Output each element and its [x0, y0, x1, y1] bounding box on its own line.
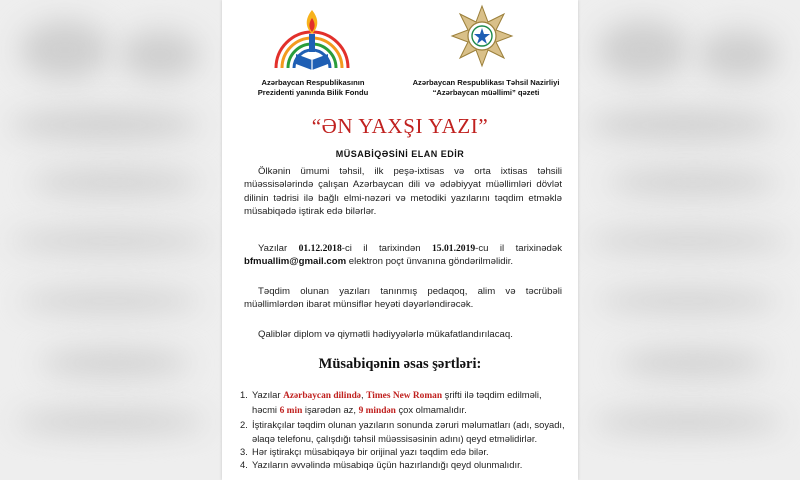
left-organization-caption — [238, 78, 388, 97]
dates-text-pre: Yazılar — [258, 243, 299, 254]
torch-book-logo-icon — [270, 4, 354, 72]
conditions-heading: Müsabiqənin əsas şərtləri: — [318, 356, 482, 372]
end-date: 15.01.2019 — [432, 243, 476, 254]
list-item — [240, 445, 566, 458]
min-length-highlight: 6 min — [279, 406, 303, 417]
right-organization-caption — [400, 78, 572, 97]
list-item-number: 3. — [240, 445, 248, 457]
paragraph-prizes: Qaliblər diplom və qiymətli hədiyyələrlə mükafatlandırılacaq. — [258, 329, 513, 340]
font-highlight: Times New Roman — [366, 391, 443, 401]
dates-text-post: elektron poçt ünvanına göndərilməlidir. — [346, 256, 514, 268]
dates-text-mid1: -ci il tarixindən — [341, 243, 432, 254]
contest-title: “ƏN YAXŞI YAZI” — [311, 114, 489, 138]
condition-text: şrifti ilə təqdim edilməli, həcmi — [252, 389, 542, 416]
right-org-line1: Azərbaycan Respublikası Təhsil Nazirliyi — [412, 78, 560, 87]
ministry-emblem-icon — [450, 4, 514, 68]
paragraph-jury: Təqdim olunan yazıları tanınmış pedaqoq, alim və təcrübəli müəllimlərdən ibarət münsiflər heyəti dəyərləndirəcək. — [244, 286, 562, 311]
submission-email-link[interactable]: bfmuallim@gmail.com — [244, 256, 347, 268]
announcement-page — [222, 0, 578, 480]
condition-text: Yazılar — [252, 389, 284, 400]
contest-subtitle: MÜSABİQƏSİNİ ELAN EDİR — [335, 149, 465, 159]
conditions-list — [240, 388, 566, 471]
left-org-line2: Prezidenti yanında Bilik Fondu — [257, 87, 369, 97]
background-right — [578, 0, 800, 480]
list-item-number: 1. — [240, 389, 248, 400]
paragraph-eligibility: Ölkənin ümumi təhsil, ilk peşə-ixtisas və orta ixtisas təhsili müəssisələrində çalışan Azərbaycan dili və ədəbiyyat müəllimləri dövlət dilinin tədrisi ilə bağlı elmi-nəzəri və metodiki yazılarını təqdim etməklə müsabiqədə iştirak edə bilərlər. — [244, 166, 562, 218]
condition-text: Yazıların əvvəlində müsabiqə üçün hazırlandığı qeyd olunmalıdır. — [252, 459, 523, 471]
list-item — [240, 418, 566, 444]
condition-text: işarədən az, — [302, 404, 359, 416]
condition-text: , — [360, 389, 367, 400]
start-date: 01.12.2018 — [298, 243, 342, 254]
condition-text: Hər iştirakçı müsabiqəyə bir orijinal yazı təqdim edə bilər. — [252, 445, 489, 457]
header-logos — [222, 0, 578, 108]
paragraph-dates — [244, 242, 562, 269]
left-org-line1: Azərbaycan Respublikasının — [261, 78, 365, 87]
language-highlight: Azərbaycan dilində — [283, 391, 361, 401]
condition-text: çox olmamalıdır. — [395, 404, 467, 416]
list-item-number: 4. — [240, 459, 248, 471]
condition-text: İştirakçılar təqdim olunan yazıların sonunda zəruri məlumatları (adı, soyadı, əlaqə telefonu, çalışdığı təhsil müəssisəsinin adını) qeyd etməlidirlər. — [252, 419, 565, 444]
dates-text-mid2: -cu il tarixinədək — [475, 243, 562, 254]
max-length-highlight: 9 mindən — [358, 406, 396, 417]
list-item — [240, 388, 566, 418]
background-left — [0, 0, 222, 480]
list-item-number: 2. — [240, 419, 248, 431]
list-item — [240, 458, 566, 471]
right-org-line2: “Azərbaycan müəllimi” qəzeti — [432, 87, 540, 97]
